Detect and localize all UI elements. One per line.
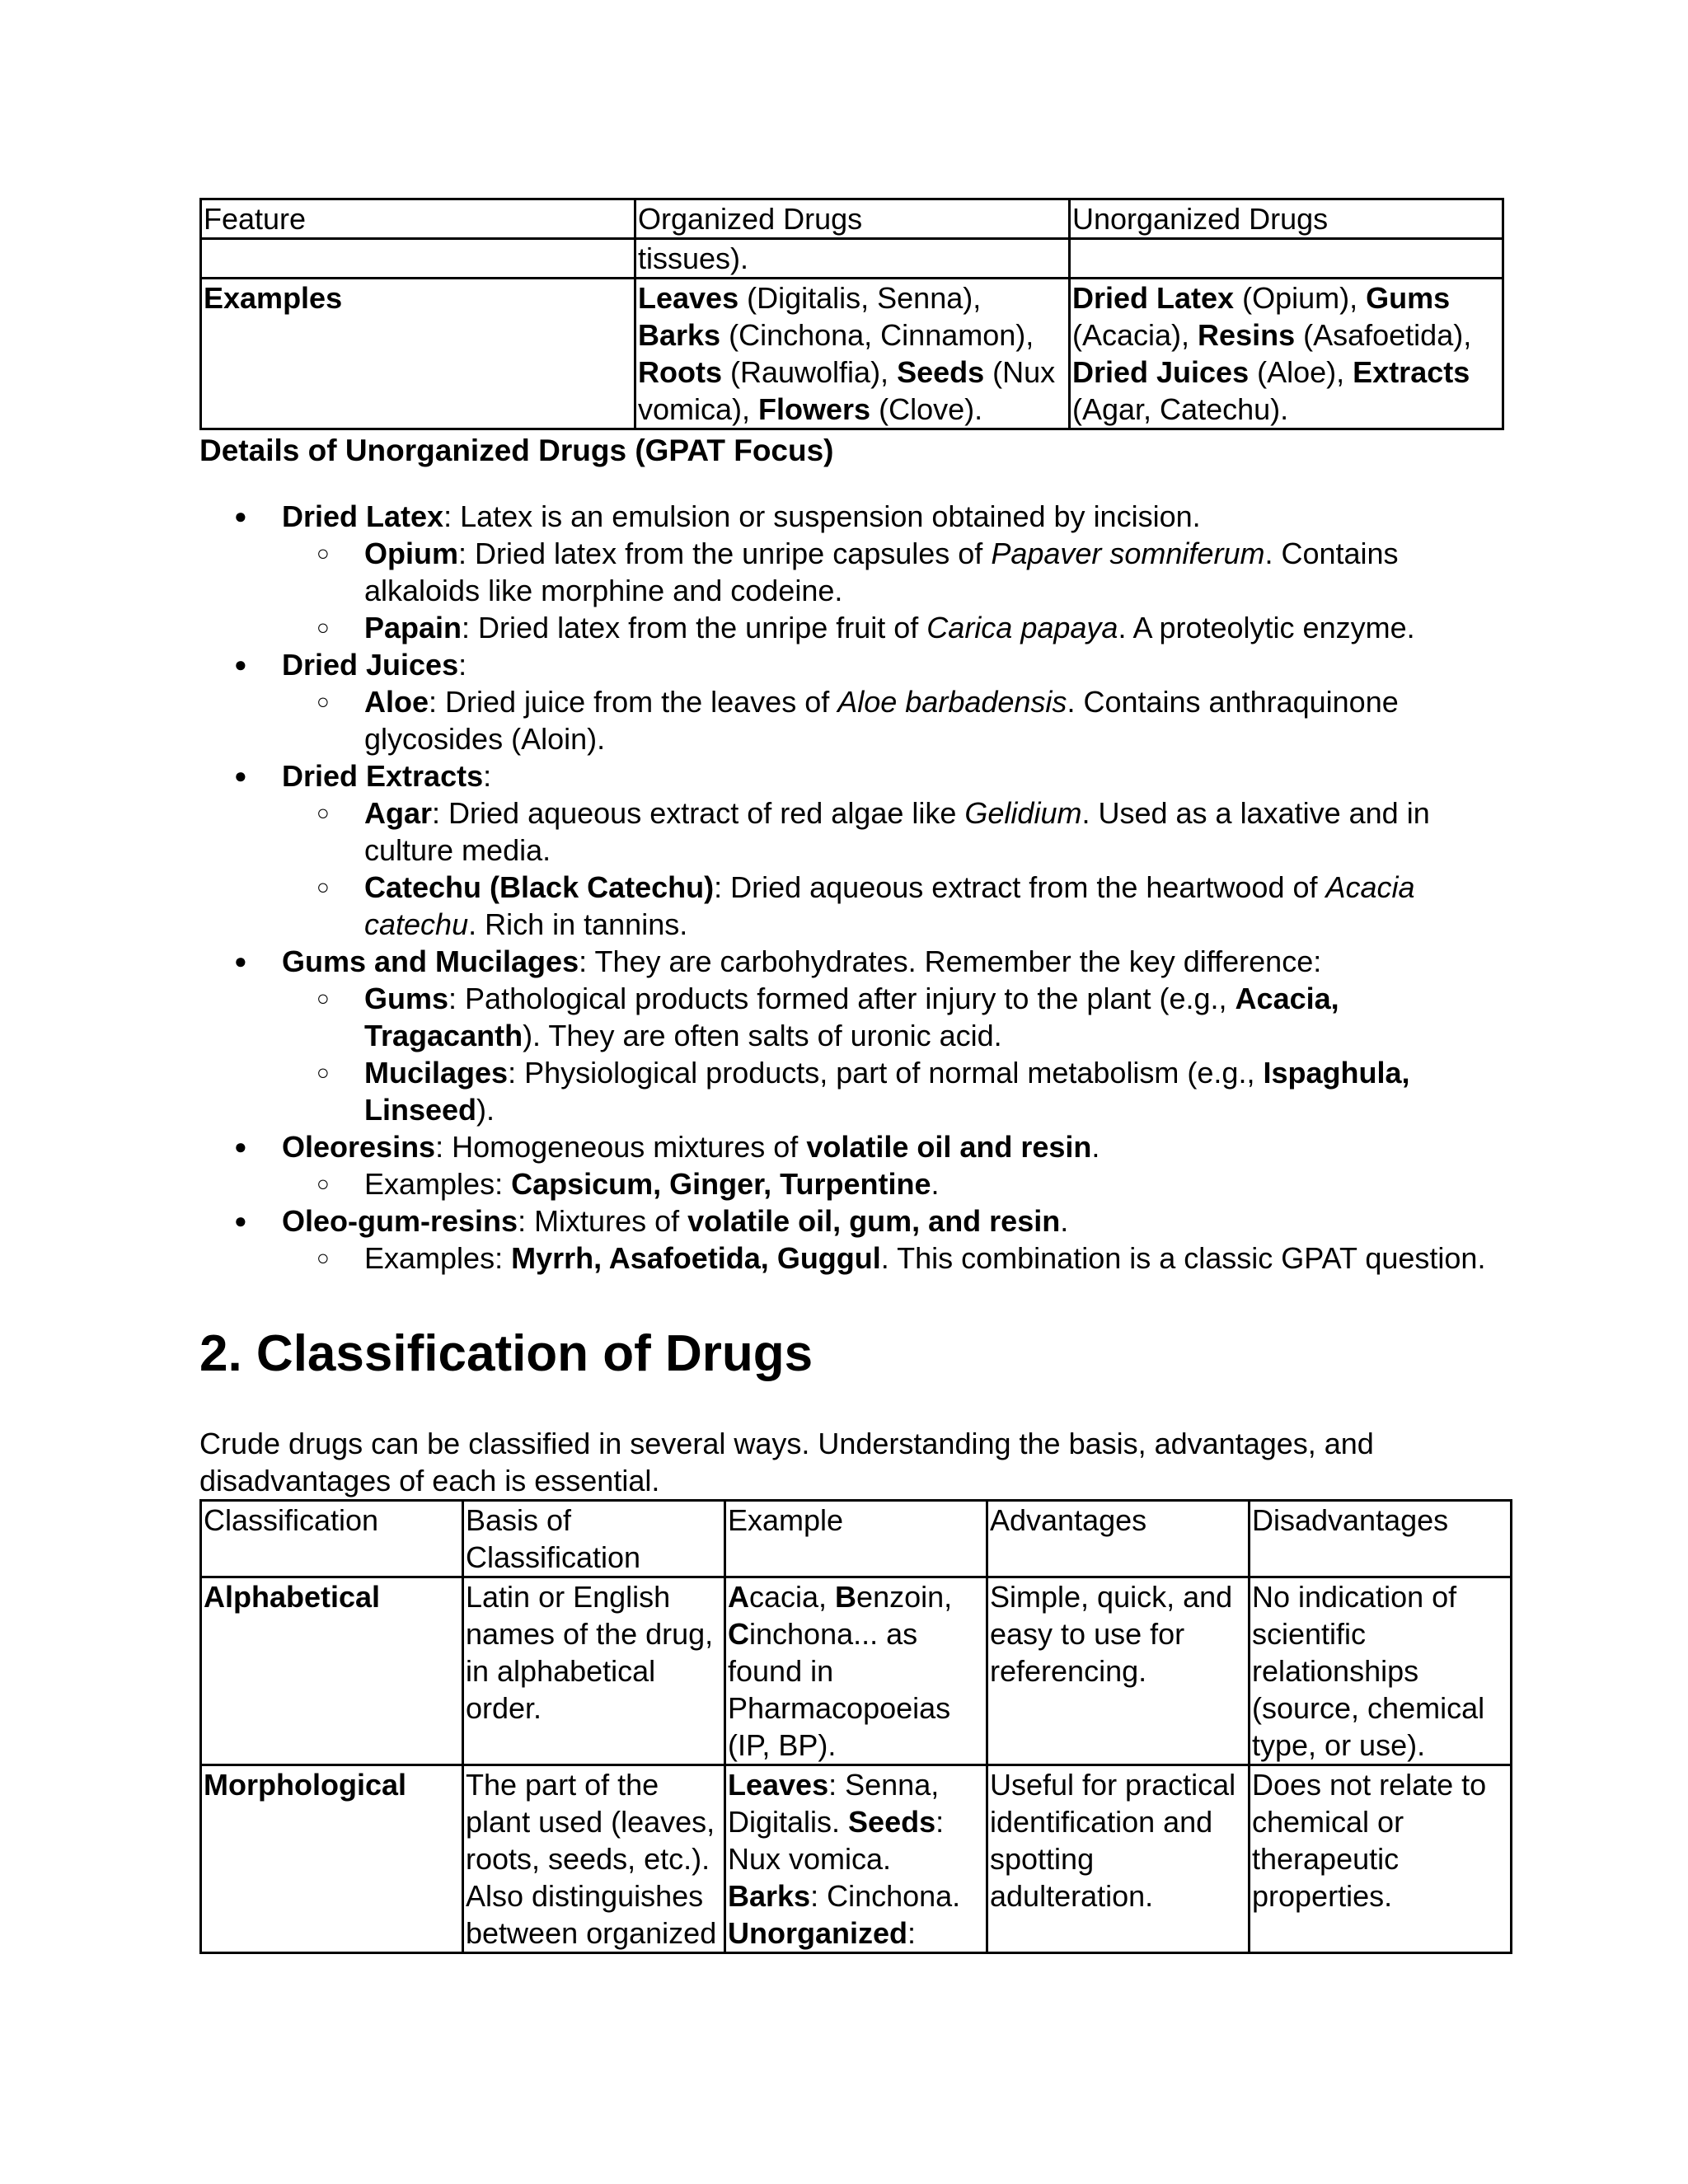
- table-cell: Alphabetical: [201, 1577, 463, 1765]
- table-cell: Acacia, Benzoin, Cinchona... as found in Pharmacopoeias (IP, BP).: [725, 1577, 987, 1765]
- document-page: [199, 198, 1498, 1954]
- header-organized: Organized Drugs: [635, 199, 1070, 239]
- list-item: ● Dried Juices: ○ Aloe: Dried juice from the leaves of Aloe barbadensis. Contains anthraquinone glycosides (Aloin).: [199, 646, 1498, 757]
- header-example: Example: [725, 1501, 987, 1577]
- table-cell: Does not relate to chemical or therapeutic properties.: [1250, 1765, 1512, 1953]
- header-unorganized: Unorganized Drugs: [1070, 199, 1503, 239]
- sub-list: [282, 1240, 1498, 1277]
- list-item: ● Gums and Mucilages: They are carbohydrates. Remember the key difference: ○ Gums: Pathological products formed after injury to the plant (e.g., Acacia, Tragacanth). They are often salts of uronic acid. ○ Mucilages: Physiological products, part of normal metabolism (e.g., Ispaghula, Linseed).: [199, 943, 1498, 1128]
- table-cell: [1070, 239, 1503, 279]
- sub-list: [282, 980, 1498, 1128]
- unorganized-drugs-list: [199, 498, 1498, 1277]
- organized-examples: Leaves (Digitalis, Senna), Barks (Cinchona, Cinnamon), Roots (Rauwolfia), Seeds (Nux vomica), Flowers (Clove).: [635, 279, 1070, 429]
- examples-label: Examples: [201, 279, 635, 429]
- table-cell: Useful for practical identification and spotting adulteration.: [987, 1765, 1250, 1953]
- section-title: 2. Classification of Drugs: [199, 1325, 814, 1382]
- sub-list: [282, 794, 1498, 943]
- sub-list: [282, 1165, 1498, 1202]
- unorganized-examples: Dried Latex (Opium), Gums (Acacia), Resins (Asafoetida), Dried Juices (Aloe), Extracts (Agar, Catechu).: [1070, 279, 1503, 429]
- drug-comparison-table: [199, 198, 1504, 430]
- list-item: ● Dried Latex: Latex is an emulsion or suspension obtained by incision. ○ Opium: Dried latex from the unripe capsules of Papaver somniferum. Contains alkaloids like morphine and codeine. ○ Papain: Dried latex from the unripe fruit of Carica papaya. A proteolytic enzyme.: [199, 498, 1498, 646]
- list-item: ○ Papain: Dried latex from the unripe fruit of Carica papaya. A proteolytic enzyme.: [282, 609, 1498, 646]
- table-header-row: [201, 1501, 1512, 1577]
- list-item: ● Dried Extracts: ○ Agar: Dried aqueous extract of red algae like Gelidium. Used as a laxative and in culture media. ○ Catechu (Black Catechu): Dried aqueous extract from the heartwood of Acacia catechu. Rich in tannins.: [199, 757, 1498, 943]
- header-basis: Basis of Classification: [463, 1501, 725, 1577]
- list-item: ○ Opium: Dried latex from the unripe capsules of Papaver somniferum. Contains alkaloids like morphine and codeine.: [282, 535, 1498, 609]
- table-header-row: [201, 199, 1503, 239]
- sub-list: [282, 535, 1498, 646]
- table-row: [201, 239, 1503, 279]
- list-item: ○ Gums: Pathological products formed after injury to the plant (e.g., Acacia, Tragacanth). They are often salts of uronic acid.: [282, 980, 1498, 1054]
- table-row: [201, 1765, 1512, 1953]
- header-classification: Classification: [201, 1501, 463, 1577]
- header-feature: Feature: [201, 199, 635, 239]
- table-cell: The part of the plant used (leaves, roots, seeds, etc.). Also distinguishes between organized: [463, 1765, 725, 1953]
- table-row-examples: [201, 279, 1503, 429]
- table-cell: tissues).: [635, 239, 1070, 279]
- sub-list: [282, 683, 1498, 757]
- table-cell: Leaves: Senna, Digitalis. Seeds: Nux vomica. Barks: Cinchona. Unorganized:: [725, 1765, 987, 1953]
- table-cell: Latin or English names of the drug, in alphabetical order.: [463, 1577, 725, 1765]
- list-item: ○ Agar: Dried aqueous extract of red algae like Gelidium. Used as a laxative and in culture media.: [282, 794, 1498, 869]
- table-cell: No indication of scientific relationships (source, chemical type, or use).: [1250, 1577, 1512, 1765]
- list-item: ● Oleoresins: Homogeneous mixtures of volatile oil and resin. ○ Examples: Capsicum, Ginger, Turpentine.: [199, 1128, 1498, 1202]
- table-cell: Simple, quick, and easy to use for referencing.: [987, 1577, 1250, 1765]
- list-item: ○ Examples: Capsicum, Ginger, Turpentine.: [282, 1165, 1498, 1202]
- list-item: ○ Aloe: Dried juice from the leaves of Aloe barbadensis. Contains anthraquinone glycosides (Aloin).: [282, 683, 1498, 757]
- table-row: [201, 1577, 1512, 1765]
- list-item: ● Oleo-gum-resins: Mixtures of volatile oil, gum, and resin. ○ Examples: Myrrh, Asafoetida, Guggul. This combination is a classic GPAT question.: [199, 1202, 1498, 1277]
- list-item: ○ Mucilages: Physiological products, part of normal metabolism (e.g., Ispaghula, Linseed).: [282, 1054, 1498, 1128]
- header-disadvantages: Disadvantages: [1250, 1501, 1512, 1577]
- list-item: ○ Examples: Myrrh, Asafoetida, Guggul. This combination is a classic GPAT question.: [282, 1240, 1498, 1277]
- details-heading: Details of Unorganized Drugs (GPAT Focus): [199, 434, 834, 467]
- table-cell: [201, 239, 635, 279]
- table-cell: Morphological: [201, 1765, 463, 1953]
- intro-paragraph: Crude drugs can be classified in several ways. Understanding the basis, advantages, and disadvantages of each is essential.: [199, 1427, 1374, 1497]
- classification-table: [199, 1499, 1512, 1954]
- header-advantages: Advantages: [987, 1501, 1250, 1577]
- list-item: ○ Catechu (Black Catechu): Dried aqueous extract from the heartwood of Acacia catechu. Rich in tannins.: [282, 869, 1498, 943]
